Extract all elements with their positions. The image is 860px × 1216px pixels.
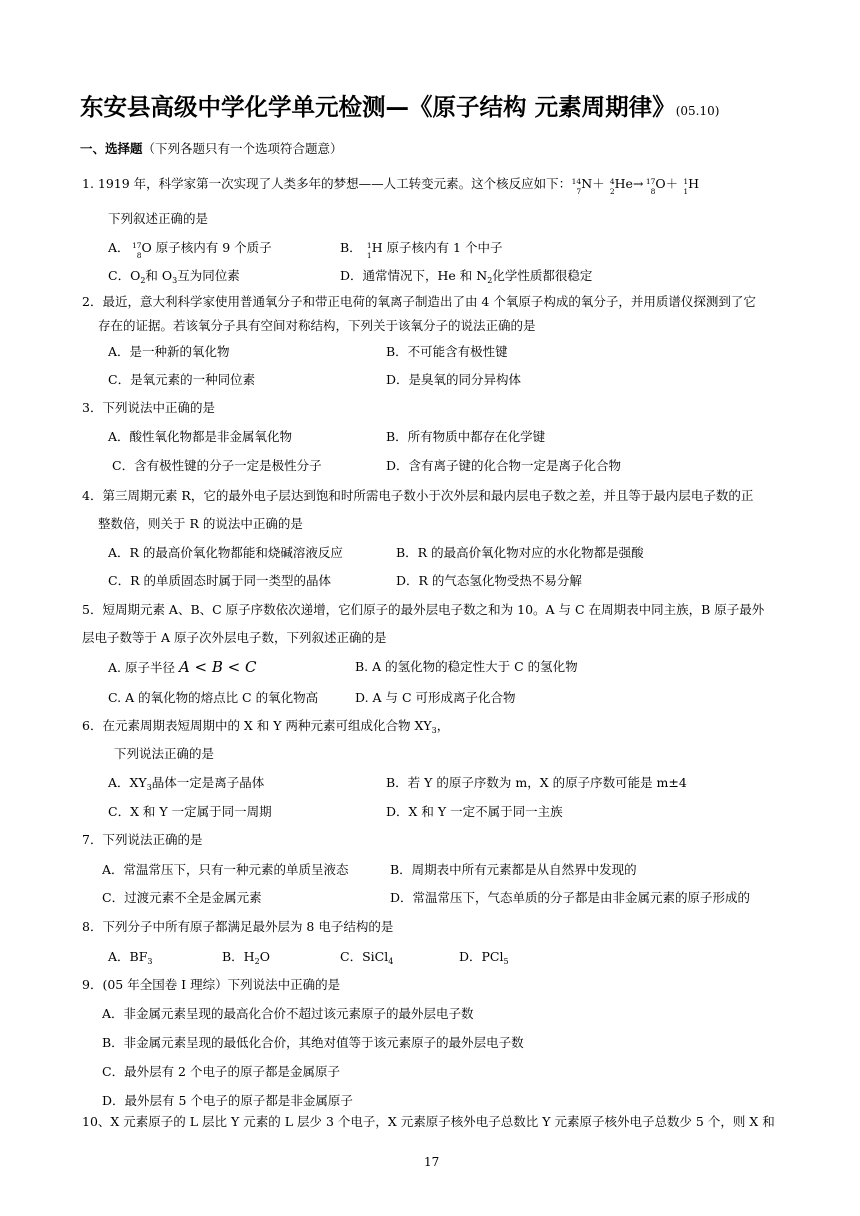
- q8-option-c: [340, 949, 393, 967]
- q6-stem-sub: 3: [431, 726, 437, 735]
- q8-c-sub: 4: [388, 957, 394, 966]
- q8-option-b: [222, 949, 270, 967]
- q1-option-d: [340, 268, 592, 286]
- h-mass: 1: [683, 176, 689, 186]
- he-z: 2: [609, 186, 615, 196]
- q6-option-c: C．X 和 Y 一定属于同一周期: [108, 804, 272, 819]
- q1-d-sub2: 2: [487, 276, 493, 285]
- o17-nuclide: [130, 240, 142, 260]
- q1-c-text3: 互为同位素: [177, 268, 240, 283]
- q5-a-expression: A < B < C: [178, 658, 257, 676]
- q6-a-text: A．XY: [108, 775, 147, 790]
- h1-z: 1: [366, 250, 372, 260]
- q8-c-text: C．SiCl: [340, 949, 389, 964]
- o-mass: 17: [645, 176, 656, 186]
- q8-b-sub: 2: [254, 957, 260, 966]
- q6-option-b: B．若 Y 的原子序数为 m，X 的原子序数可能是 m±4: [386, 775, 687, 790]
- section-note: （下列各题只有一个选项符合题意）: [142, 141, 343, 156]
- question-1-stem: [82, 176, 700, 196]
- q8-option-a: [108, 949, 152, 967]
- eq-h: H: [688, 176, 700, 191]
- q6-option-d: D．X 和 Y 一定不属于同一主族: [386, 804, 563, 819]
- question-6-stem: [82, 718, 449, 736]
- section-label: 一、选择题: [80, 141, 143, 156]
- q1-b-text: H 原子核内有 1 个中子: [371, 240, 503, 255]
- q9-option-b: B．非金属元素呈现的最低化合价，其绝对值等于该元素原子的最外层电子数: [102, 1035, 524, 1050]
- q7-option-d: D．常温常压下，气态单质的分子都是由非金属元素的原子形成的: [390, 890, 751, 905]
- q1-a-text: O 原子核内有 9 个质子: [141, 240, 272, 255]
- q8-d-text: D．PCl: [459, 949, 504, 964]
- q8-b-text: B．H: [222, 949, 255, 964]
- q1-a-label: A．: [108, 240, 130, 255]
- q3-option-a: A．酸性氧化物都是非金属氧化物: [108, 429, 293, 444]
- q1-c-sub2: 2: [140, 276, 146, 285]
- q5-option-d: D. A 与 C 可形成离子化合物: [355, 690, 516, 705]
- section-heading: [80, 139, 343, 157]
- title-text: 东安县高级中学化学单元检测—《原子结构 元素周期律》: [80, 93, 676, 121]
- q1-stem-text: 1. 1919 年，科学家第一次实现了人类多年的梦想——人工转变元素。这个核反应如下：: [82, 176, 572, 191]
- hydrogen-nuclide: [678, 176, 689, 196]
- q7-option-a: A．常温常压下，只有一种元素的单质呈液态: [102, 862, 349, 877]
- q4-option-d: D．R 的气态氢化物受热不易分解: [396, 573, 582, 588]
- h-z: 1: [683, 186, 689, 196]
- eq-o: O＋: [655, 176, 679, 191]
- q6-option-a: [108, 775, 264, 793]
- q4-option-c: C．R 的单质固态时属于同一类型的晶体: [108, 573, 331, 588]
- q1-option-a: [108, 240, 272, 260]
- he-mass: 4: [609, 176, 615, 186]
- eq-n: N＋: [581, 176, 605, 191]
- eq-he: He→: [614, 176, 644, 191]
- n-mass: 14: [571, 176, 582, 186]
- nitrogen-nuclide: [571, 176, 582, 196]
- q5-option-a: [108, 659, 257, 676]
- q8-a-text: A．BF: [108, 949, 148, 964]
- question-4-stem: 4．第三周期元素 R，它的最外电子层达到饱和时所需电子数小于次外层和最内层电子数之差，并且等于最内层电子数的正: [82, 488, 754, 503]
- q1-prompt: 下列叙述正确的是: [108, 211, 209, 226]
- q4-option-b: B．R 的最高价氧化物对应的水化物都是强酸: [396, 545, 644, 560]
- q3-option-c: C．含有极性键的分子一定是极性分子: [112, 458, 322, 473]
- q6-stem-end: ，: [436, 718, 450, 733]
- q1-option-c: [108, 268, 240, 286]
- question-9-stem: 9．(05 年全国卷 I 理综）下列说法中正确的是: [82, 977, 341, 992]
- q2-option-c: C．是氧元素的一种同位素: [108, 372, 256, 387]
- helium-nuclide: [605, 176, 615, 196]
- q5-option-c: C. A 的氧化物的熔点比 C 的氧化物高: [108, 690, 319, 705]
- o-z: 8: [650, 186, 656, 196]
- q7-option-b: B．周期表中所有元素都是从自然界中发现的: [390, 862, 637, 877]
- q9-option-c: C．最外层有 2 个电子的原子都是金属原子: [102, 1064, 340, 1079]
- question-6-prompt: 下列说法正确的是: [114, 746, 215, 761]
- q8-option-d: [459, 949, 509, 967]
- q3-option-b: B．所有物质中都存在化学键: [386, 429, 546, 444]
- title-date: (05.10): [675, 104, 720, 118]
- q1-c-sub3: 3: [172, 276, 178, 285]
- q9-option-a: A．非金属元素呈现的最高化合价不超过该元素原子的最外层电子数: [102, 1006, 474, 1021]
- question-10-stem: 10、X 元素原子的 L 层比 Y 元素的 L 层少 3 个电子，X 元素原子核外电子总数比 Y 元素原子核外电子总数少 5 个，则 X 和: [82, 1114, 775, 1129]
- page-number: 17: [424, 1155, 440, 1169]
- q1-b-label: B．: [340, 240, 362, 255]
- q3-option-d: D．含有离子键的化合物一定是离子化合物: [386, 458, 622, 473]
- q8-b-end: O: [259, 949, 270, 964]
- q4-option-a: A．R 的最高价氧化物都能和烧碱溶液反应: [108, 545, 343, 560]
- q1-c-text1: C．O: [108, 268, 141, 283]
- q8-a-sub: 3: [147, 957, 153, 966]
- q9-option-d: D．最外层有 5 个电子的原子都是非金属原子: [102, 1093, 353, 1108]
- q6-a-end: 晶体一定是离子晶体: [151, 775, 265, 790]
- question-4-stem-cont: 整数倍，则关于 R 的说法中正确的是: [98, 516, 303, 531]
- q2-option-a: A．是一种新的氧化物: [108, 344, 230, 359]
- question-8-stem: 8．下列分子中所有原子都满足最外层为 8 电子结构的是: [82, 919, 394, 934]
- q2-option-b: B．不可能含有极性键: [386, 344, 508, 359]
- question-3-stem: 3．下列说法中正确的是: [82, 400, 215, 415]
- question-2-stem: 2．最近，意大利科学家使用普通氧分子和带正电荷的氧离子制造出了由 4 个氧原子构成的氧分子，并用质谱仪探测到了它: [82, 294, 756, 309]
- o17-z: 8: [136, 250, 142, 260]
- q1-c-text2: 和 O: [145, 268, 173, 283]
- q2-option-d: D．是臭氧的同分异构体: [386, 372, 522, 387]
- q6-a-sub: 3: [146, 783, 152, 792]
- q1-d-text2: 化学性质都很稳定: [492, 268, 593, 283]
- question-5-stem-cont: 层电子数等于 A 原子次外层电子数，下列叙述正确的是: [82, 630, 387, 645]
- h1-nuclide: [362, 240, 372, 260]
- q6-stem-text: 6．在元素周期表短周期中的 X 和 Y 两种元素可组成化合物 XY: [82, 718, 432, 733]
- n-z: 7: [576, 186, 582, 196]
- q7-option-c: C．过渡元素不全是金属元素: [102, 890, 262, 905]
- question-2-stem-cont: 存在的证据。若该氧分子具有空间对称结构，下列关于该氧分子的说法正确的是: [98, 318, 536, 333]
- o17-mass: 17: [131, 240, 142, 250]
- h1-mass: 1: [366, 240, 372, 250]
- oxygen-nuclide: [643, 176, 656, 196]
- q5-option-b: B. A 的氢化物的稳定性大于 C 的氢化物: [355, 659, 578, 674]
- page-title: [80, 88, 719, 122]
- q1-option-b: [340, 240, 503, 260]
- q5-a-text: A. 原子半径: [108, 660, 179, 675]
- q1-d-text1: D．通常情况下，He 和 N: [340, 268, 488, 283]
- question-5-stem: 5．短周期元素 A、B、C 原子序数依次递增，它们原子的最外层电子数之和为 10。A 与 C 在周期表中同主族，B 原子最外: [82, 602, 765, 617]
- question-7-stem: 7．下列说法正确的是: [82, 832, 203, 847]
- q8-d-sub: 5: [503, 957, 509, 966]
